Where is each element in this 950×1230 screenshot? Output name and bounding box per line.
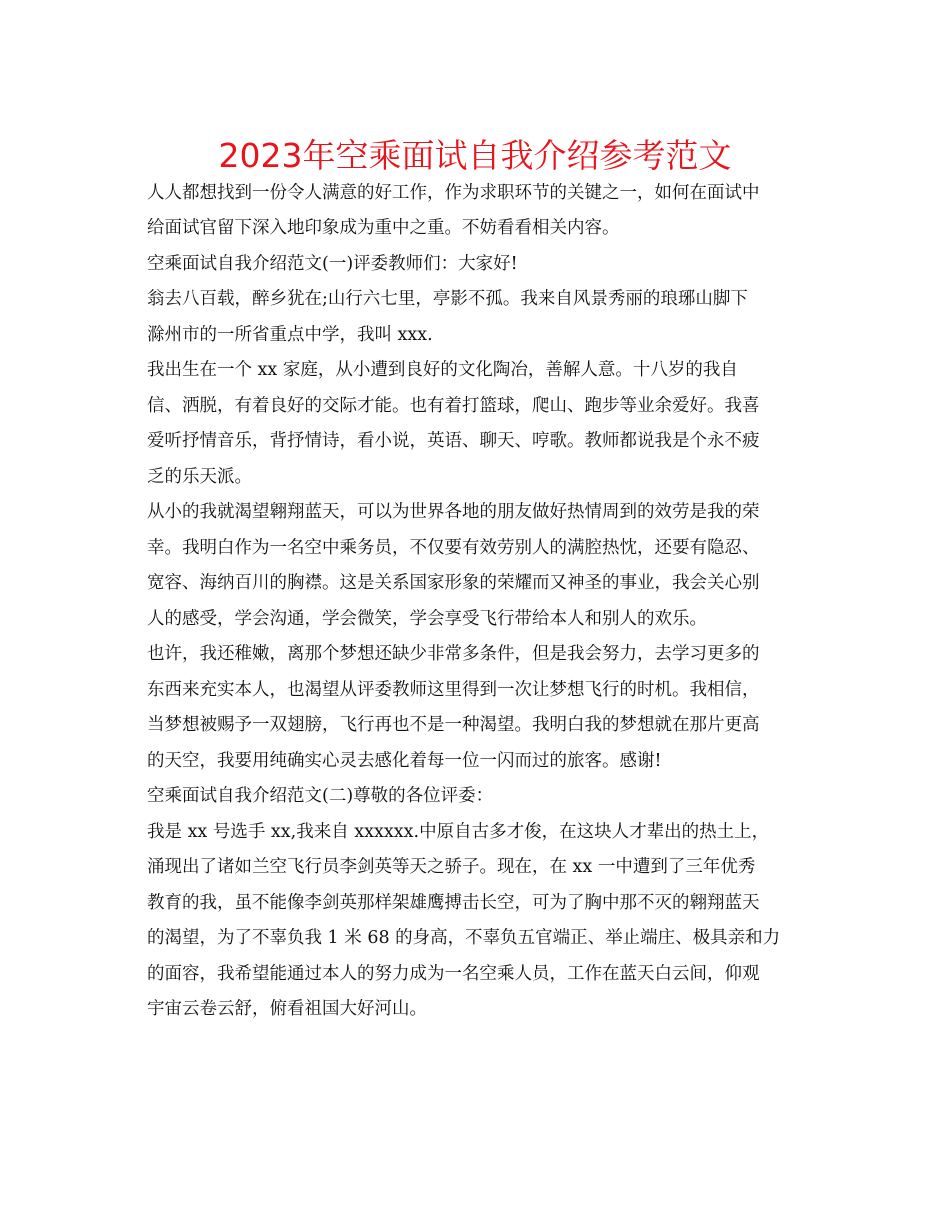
paragraph-line: 我出生在一个 xx 家庭，从小遭到良好的文化陶冶，善解人意。十八岁的我自: [147, 360, 738, 380]
paragraph-line: 空乘面试自我介绍范文(二)尊敬的各位评委：: [147, 786, 494, 806]
paragraph-line: 东西来充实本人，也渴望从评委教师这里得到一次让梦想飞行的时机。我相信，: [147, 680, 760, 700]
paragraph-line: 教育的我，虽不能像李剑英那样架雄鹰搏击长空，可为了胸中那不灭的翱翔蓝天: [147, 893, 760, 913]
paragraph-line: 滁州市的一所省重点中学，我叫 xxx.: [147, 325, 433, 345]
paragraph-line: 从小的我就渴望翱翔蓝天，可以为世界各地的朋友做好热情周到的效劳是我的荣: [147, 502, 760, 522]
paragraph-line: 爱听抒情音乐，背抒情诗，看小说，英语、聊天、哼歌。教师都说我是个永不疲: [147, 431, 760, 451]
paragraph-line: 宇宙云卷云舒，俯看祖国大好河山。: [147, 999, 427, 1019]
paragraph-line: 的渴望，为了不辜负我 1 米 68 的身高，不辜负五官端正、举止端庄、极具亲和力: [147, 928, 781, 948]
paragraph-line: 人的感受，学会沟通，学会微笑，学会享受飞行带给本人和别人的欢乐。: [147, 609, 707, 629]
paragraph-line: 当梦想被赐予一双翅膀，飞行再也不是一种渴望。我明白我的梦想就在那片更高: [147, 715, 760, 735]
paragraph-line: 宽容、海纳百川的胸襟。这是关系国家形象的荣耀而又神圣的事业，我会关心别: [147, 573, 760, 593]
paragraph-line: 空乘面试自我介绍范文(一)评委教师们：大家好!: [147, 254, 518, 274]
paragraph-line: 信、洒脱，有着良好的交际才能。也有着打篮球，爬山、跑步等业余爱好。我喜: [147, 396, 760, 416]
paragraph-line: 的面容，我希望能通过本人的努力成为一名空乘人员，工作在蓝天白云间，仰观: [147, 964, 760, 984]
paragraph-line: 的天空，我要用纯确实心灵去感化着每一位一闪而过的旅客。感谢!: [147, 751, 662, 771]
paragraph-line: 幸。我明白作为一名空中乘务员，不仅要有效劳别人的满腔热忱，还要有隐忍、: [147, 538, 760, 558]
paragraph-line: 也许，我还稚嫩，离那个梦想还缺少非常多条件，但是我会努力，去学习更多的: [147, 644, 760, 664]
paragraph-line: 我是 xx 号选手 xx,我来自 xxxxxx.中原自古多才俊，在这块人才辈出的热土上，: [147, 822, 770, 842]
paragraph-line: 乏的乐天派。: [147, 467, 252, 487]
paragraph-line: 涌现出了诸如兰空飞行员李剑英等天之骄子。现在，在 xx 一中遭到了三年优秀: [147, 857, 756, 877]
document-title: 2023年空乘面试自我介绍参考范文: [218, 136, 732, 175]
paragraph-line: 人人都想找到一份令人满意的好工作，作为求职环节的关键之一，如何在面试中: [147, 183, 760, 203]
paragraph-line: 翁去八百载，醉乡犹在;山行六七里，亭影不孤。我来自风景秀丽的琅琊山脚下: [147, 289, 748, 309]
paragraph-line: 给面试官留下深入地印象成为重中之重。不妨看看相关内容。: [147, 218, 620, 238]
